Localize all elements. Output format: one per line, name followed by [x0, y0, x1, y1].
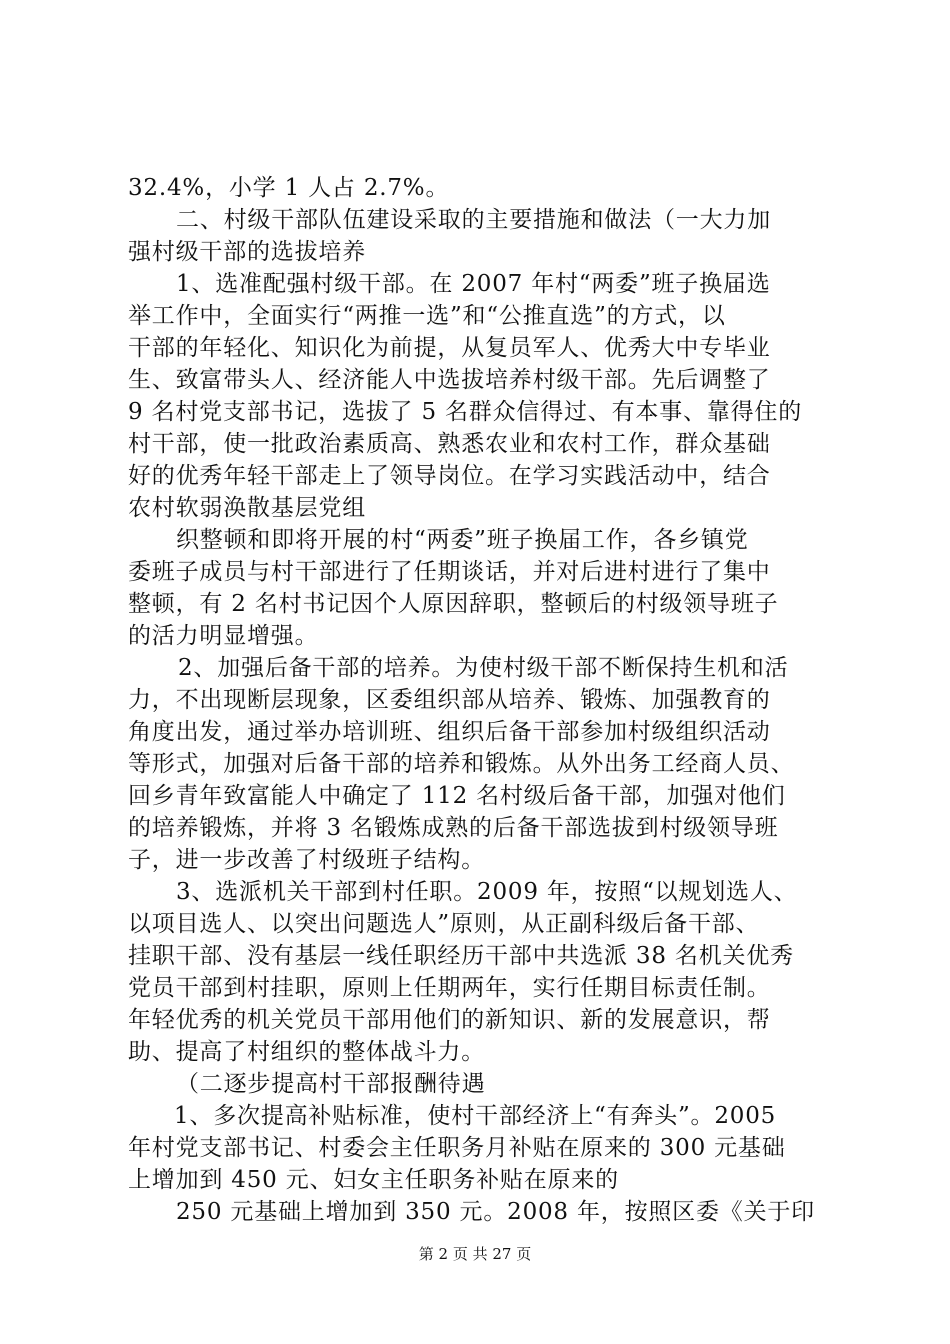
text-line: 250 元基础上增加到 350 元。2008 年，按照区委《关于印 — [176, 1199, 815, 1225]
text-line: 党员干部到村挂职，原则上任期两年，实行任期目标责任制。 — [128, 975, 771, 1001]
text-line: 1、多次提高补贴标准，使村干部经济上“有奔头”。2005 — [174, 1103, 777, 1129]
text-line: 委班子成员与村干部进行了任期谈话，并对后进村进行了集中 — [128, 559, 771, 585]
text-line: 织整顿和即将开展的村“两委”班子换届工作，各乡镇党 — [176, 527, 749, 553]
text-line: 力，不出现断层现象，区委组织部从培养、锻炼、加强教育的 — [128, 687, 771, 713]
text-line: （二逐步提高村干部报酬待遇 — [176, 1071, 486, 1097]
text-line: 角度出发，通过举办培训班、组织后备干部参加村级组织活动 — [128, 719, 771, 745]
text-line: 3、选派机关干部到村任职。2009 年，按照“以规划选人、 — [176, 879, 798, 905]
text-line: 32.4%，小学 1 人占 2.7%。 — [128, 175, 450, 201]
text-line: 整顿，有 2 名村书记因个人原因辞职，整顿后的村级领导班子 — [128, 591, 779, 617]
text-line: 2、加强后备干部的培养。为使村级干部不断保持生机和活 — [178, 655, 789, 681]
text-line: 9 名村党支部书记，选拔了 5 名群众信得过、有本事、靠得住的 — [128, 399, 802, 425]
text-line: 1、选准配强村级干部。在 2007 年村“两委”班子换届选 — [176, 271, 771, 297]
text-line: 挂职干部、没有基层一线任职经历干部中共选派 38 名机关优秀 — [128, 943, 794, 969]
text-line: 的培养锻炼，并将 3 名锻炼成熟的后备干部选拔到村级领导班 — [128, 815, 779, 841]
text-line: 年轻优秀的机关党员干部用他们的新知识、新的发展意识，帮 — [128, 1007, 771, 1033]
text-line: 等形式，加强对后备干部的培养和锻炼。从外出务工经商人员、 — [128, 751, 795, 777]
text-line: 举工作中，全面实行“两推一选”和“公推直选”的方式，以 — [128, 303, 726, 329]
text-line: 强村级干部的选拔培养 — [128, 239, 366, 265]
text-line: 子，进一步改善了村级班子结构。 — [128, 847, 485, 873]
text-line: 二、村级干部队伍建设采取的主要措施和做法（一大力加 — [176, 207, 771, 233]
document-body — [128, 172, 828, 1228]
text-line: 以项目选人、以突出问题选人”原则，从正副科级后备干部、 — [128, 911, 760, 937]
text-line: 助、提高了村组织的整体战斗力。 — [128, 1039, 485, 1065]
text-line: 年村党支部书记、村委会主任职务月补贴在原来的 300 元基础 — [128, 1135, 786, 1161]
text-line: 回乡青年致富能人中确定了 112 名村级后备干部，加强对他们 — [128, 783, 786, 809]
text-line: 村干部，使一批政治素质高、熟悉农业和农村工作，群众基础 — [128, 431, 771, 457]
text-line: 生、致富带头人、经济能人中选拔培养村级干部。先后调整了 — [128, 367, 771, 393]
text-line: 的活力明显增强。 — [128, 623, 319, 649]
page-number-footer: 第 2 页 共 27 页 — [418, 1245, 532, 1263]
text-line: 上增加到 450 元、妇女主任职务补贴在原来的 — [128, 1167, 619, 1193]
text-line: 农村软弱涣散基层党组 — [128, 495, 366, 521]
text-line: 好的优秀年轻干部走上了领导岗位。在学习实践活动中，结合 — [128, 463, 771, 489]
text-line: 干部的年轻化、知识化为前提，从复员军人、优秀大中专毕业 — [128, 335, 771, 361]
